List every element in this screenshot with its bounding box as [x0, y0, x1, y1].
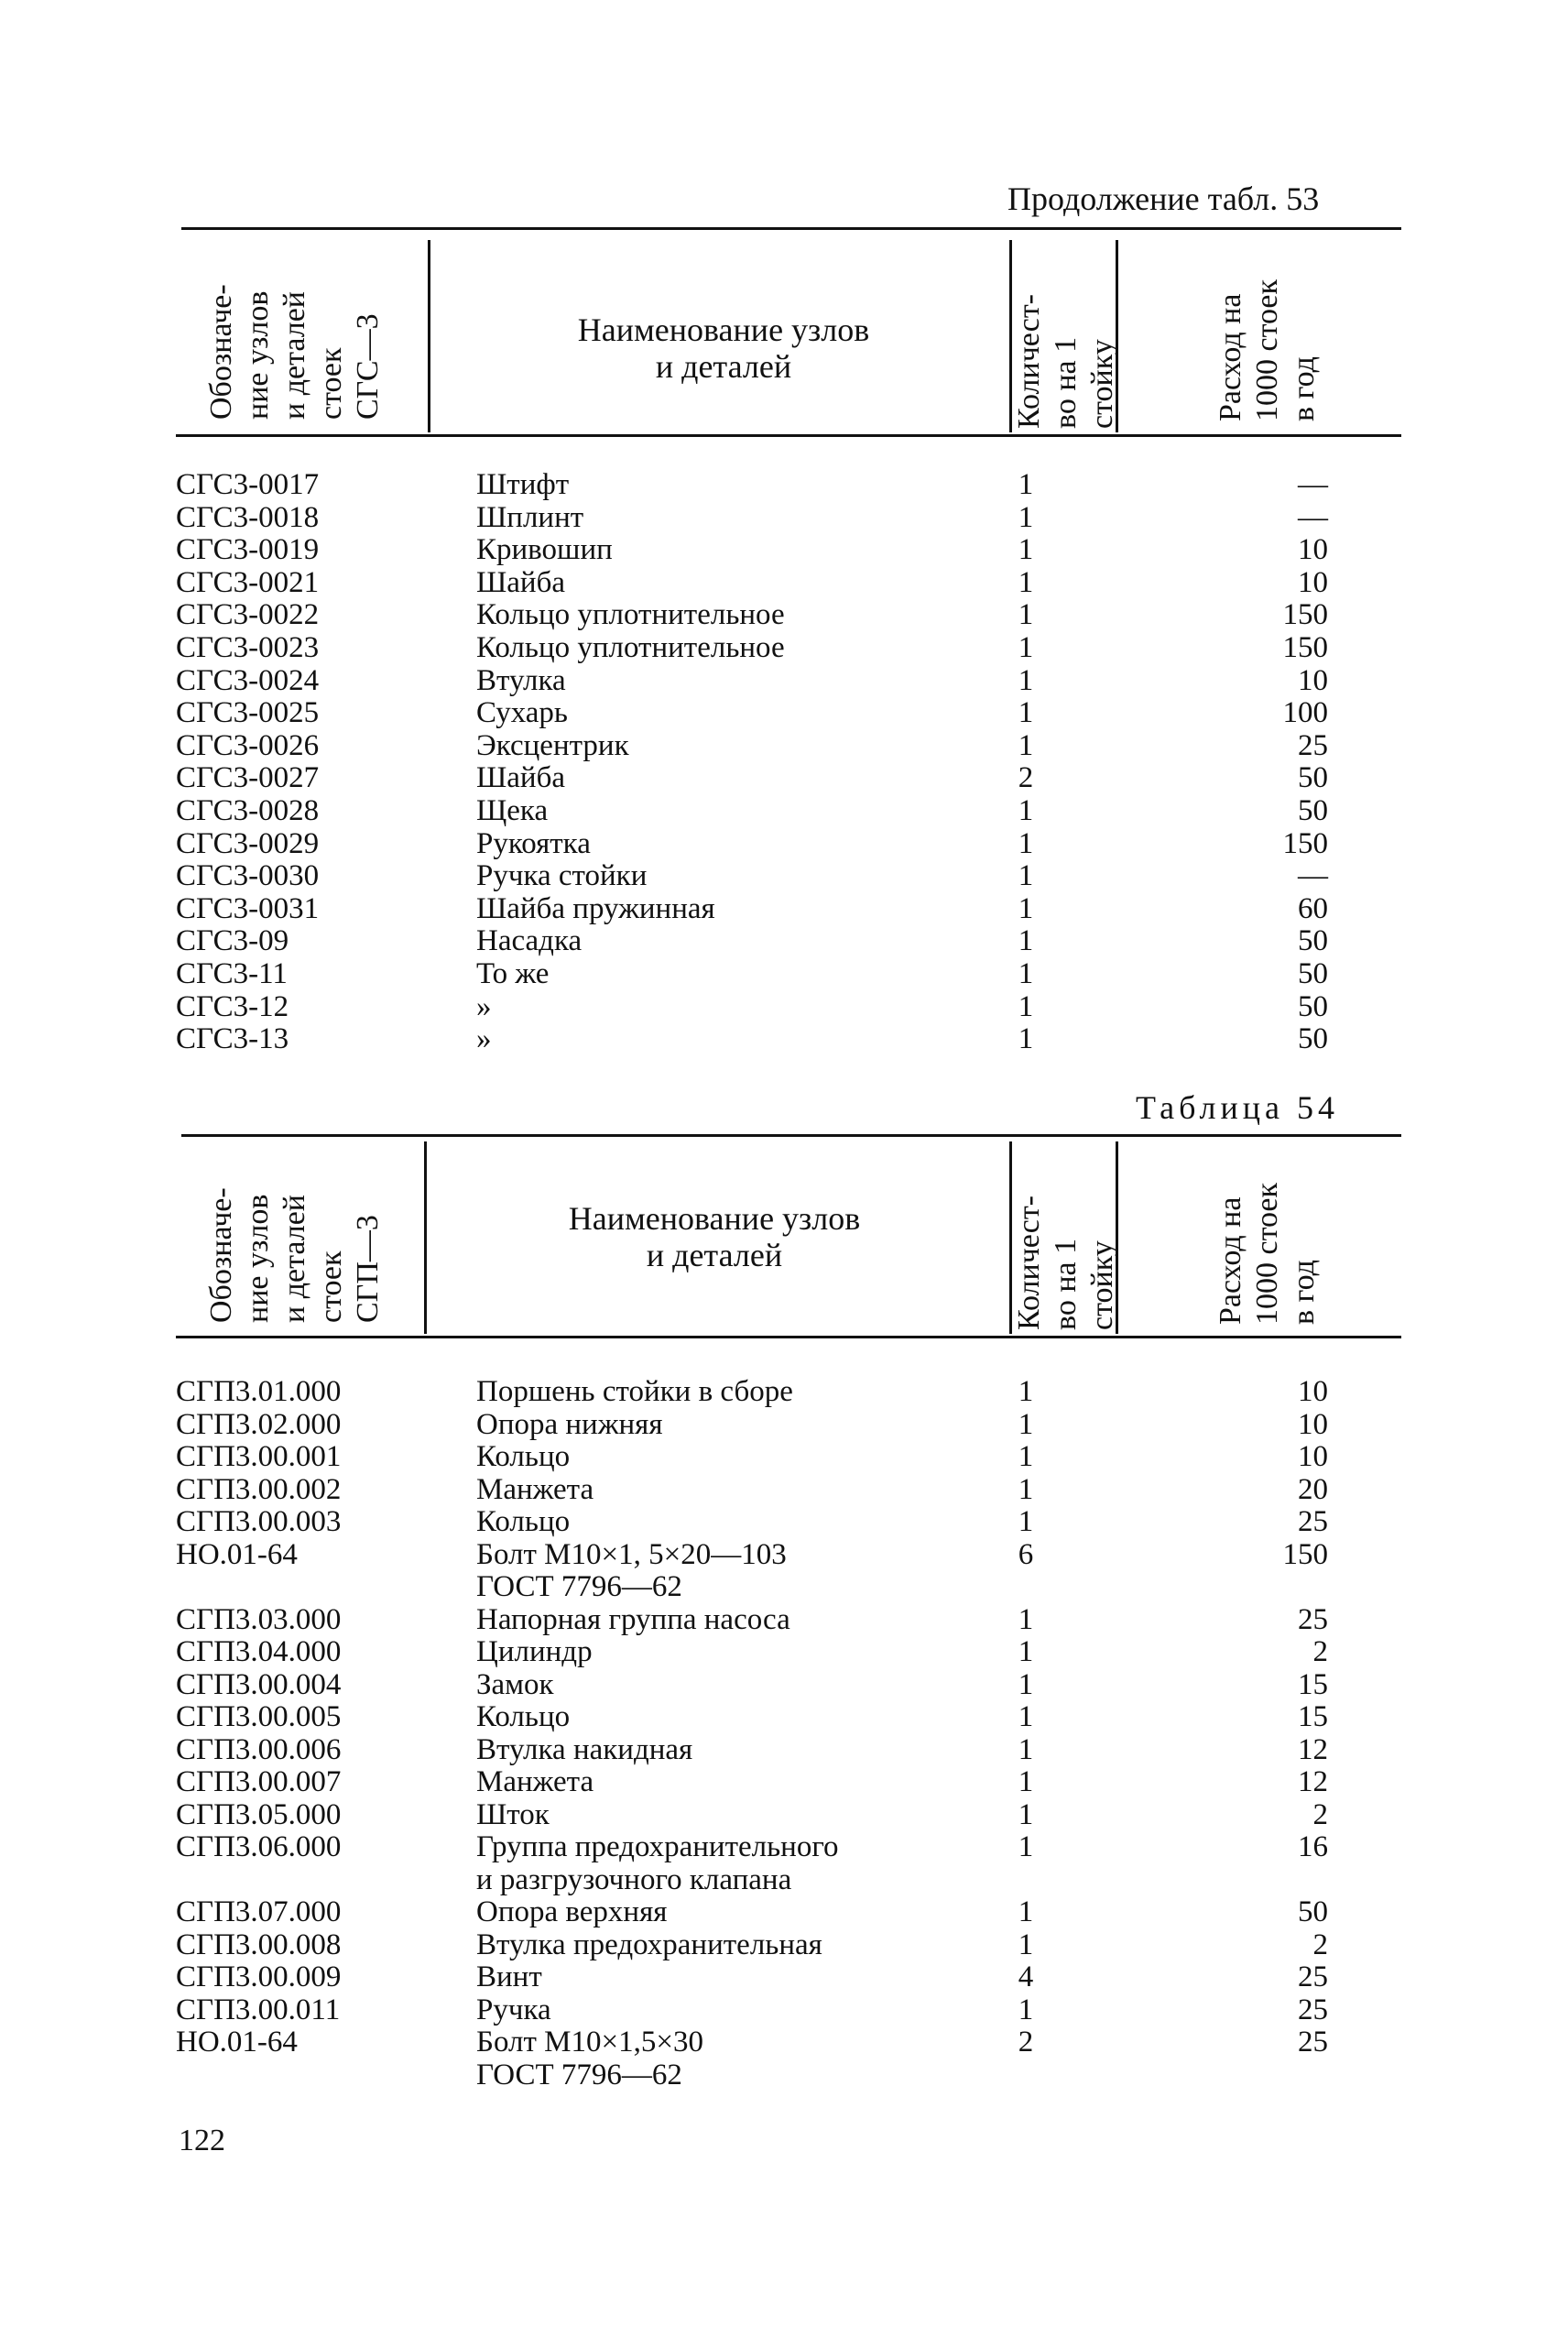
row-consumption: —	[1298, 859, 1328, 893]
row-consumption: 25	[1298, 1993, 1328, 2026]
table-row	[0, 1766, 1568, 1798]
table-row	[0, 925, 1568, 957]
table53-header-divider-1	[428, 240, 430, 432]
row-code: СГС3-12	[176, 989, 289, 1023]
table54-header-consumption: Расход на 1000 стоек в год	[1214, 1182, 1321, 1325]
row-quantity: 4	[1018, 1960, 1034, 1993]
row-consumption: 15	[1298, 1667, 1328, 1701]
row-consumption: 20	[1298, 1472, 1328, 1506]
row-consumption: 25	[1298, 1960, 1328, 1993]
table-row	[0, 1799, 1568, 1831]
row-name: Сухарь	[476, 696, 568, 730]
table-row	[0, 1636, 1568, 1668]
row-code: СГС3-0021	[176, 565, 320, 599]
table-row	[0, 1409, 1568, 1441]
row-consumption: 150	[1282, 1537, 1328, 1571]
table-row	[0, 1571, 1568, 1603]
row-code: СГП3.00.005	[176, 1700, 342, 1733]
row-quantity: 1	[1018, 1022, 1034, 1056]
row-name: »	[476, 1022, 492, 1056]
row-quantity: 1	[1018, 1407, 1034, 1441]
row-quantity: 1	[1018, 631, 1034, 664]
row-quantity: 1	[1018, 565, 1034, 599]
table-row	[0, 1376, 1568, 1408]
row-consumption: 60	[1298, 891, 1328, 925]
table-row	[0, 697, 1568, 729]
table53-header-consumption: Расход на 1000 стоек в год	[1214, 278, 1321, 421]
row-name: Ручка	[476, 1993, 551, 2026]
row-code: СГС3-0025	[176, 696, 320, 730]
table54-caption: Таблица 54	[1136, 1089, 1339, 1126]
row-consumption: 15	[1298, 1700, 1328, 1733]
row-consumption: 100	[1282, 696, 1328, 730]
row-quantity: 1	[1018, 989, 1034, 1023]
row-code: СГС3-11	[176, 957, 288, 990]
row-code: СГС3-0018	[176, 500, 320, 534]
row-name: Шток	[476, 1797, 550, 1831]
row-quantity: 2	[1018, 2026, 1034, 2058]
row-quantity: 1	[1018, 1830, 1034, 1863]
table-row	[0, 893, 1568, 925]
row-name: Шплинт	[476, 500, 584, 534]
row-quantity: 1	[1018, 728, 1034, 762]
row-consumption: 16	[1298, 1830, 1328, 1863]
row-code: НО.01-64	[176, 2026, 298, 2058]
row-quantity: 1	[1018, 1732, 1034, 1766]
row-name: Манжета	[476, 1765, 594, 1798]
row-quantity: 1	[1018, 1797, 1034, 1831]
table-row	[0, 1864, 1568, 1896]
row-consumption: 25	[1298, 728, 1328, 762]
row-code: СГС3-0026	[176, 728, 320, 762]
row-code: СГС3-0027	[176, 761, 320, 795]
table-row	[0, 958, 1568, 990]
row-consumption: 2	[1312, 1797, 1328, 1831]
page-number: 122	[179, 2124, 225, 2157]
row-quantity: 1	[1018, 826, 1034, 860]
row-quantity: 1	[1018, 1927, 1034, 1961]
table-row	[0, 730, 1568, 762]
table-row	[0, 1023, 1568, 1055]
row-quantity: 1	[1018, 1602, 1034, 1636]
row-name: Эксцентрик	[476, 728, 629, 762]
row-quantity: 1	[1018, 1895, 1034, 1928]
row-consumption: 50	[1298, 924, 1328, 958]
row-name: и разгрузочного клапана	[476, 1862, 792, 1896]
row-name: Поршень стойки в сборе	[476, 1375, 793, 1408]
row-name: Напорная группа насоса	[476, 1602, 790, 1636]
table-row	[0, 1669, 1568, 1701]
row-quantity: 6	[1018, 1537, 1034, 1571]
row-quantity: 1	[1018, 468, 1034, 501]
row-consumption: 10	[1298, 533, 1328, 567]
row-consumption: 12	[1298, 1765, 1328, 1798]
row-name: ГОСТ 7796—62	[476, 2058, 682, 2091]
row-quantity: 1	[1018, 1440, 1034, 1473]
row-consumption: 10	[1298, 1407, 1328, 1441]
row-consumption: 50	[1298, 1895, 1328, 1928]
row-consumption: —	[1298, 468, 1328, 501]
row-consumption: 150	[1282, 598, 1328, 632]
table54-header-divider-1	[424, 1141, 427, 1334]
table-row	[0, 762, 1568, 794]
row-code: СГП3.00.007	[176, 1765, 342, 1798]
row-quantity: 1	[1018, 1635, 1034, 1668]
row-quantity: 1	[1018, 1993, 1034, 2026]
table-row	[0, 1604, 1568, 1636]
table-row	[0, 2059, 1568, 2091]
row-consumption: 150	[1282, 826, 1328, 860]
row-code: СГП3.06.000	[176, 1830, 342, 1863]
table-row	[0, 599, 1568, 631]
row-consumption: 50	[1298, 989, 1328, 1023]
row-code: СГС3-0031	[176, 891, 320, 925]
row-quantity: 1	[1018, 598, 1034, 632]
row-code: СГП3.07.000	[176, 1895, 342, 1928]
row-code: СГС3-0024	[176, 663, 320, 697]
row-code: НО.01-64	[176, 1537, 298, 1571]
row-consumption: 12	[1298, 1732, 1328, 1766]
row-consumption: 2	[1312, 1635, 1328, 1668]
table-row	[0, 1994, 1568, 2026]
row-code: СГП3.00.006	[176, 1732, 342, 1766]
table53-caption: Продолжение табл. 53	[1007, 180, 1320, 217]
table53-header-name: Наименование узлов и деталей	[577, 311, 870, 385]
row-name: Кольцо	[476, 1700, 571, 1733]
row-consumption: 25	[1298, 1602, 1328, 1636]
table-row	[0, 1539, 1568, 1571]
table54-header-code: Обозначе- ние узлов и деталей стоек СГП—3	[204, 1187, 385, 1323]
row-name: Ручка стойки	[476, 859, 648, 893]
row-consumption: 150	[1282, 631, 1328, 664]
row-name: То же	[476, 957, 550, 990]
row-consumption: 50	[1298, 761, 1328, 795]
row-code: СГС3-0028	[176, 794, 320, 827]
row-quantity: 1	[1018, 794, 1034, 827]
row-name: Втулка	[476, 663, 566, 697]
row-code: СГП3.00.011	[176, 1993, 341, 2026]
row-consumption: 10	[1298, 1440, 1328, 1473]
row-consumption: 10	[1298, 565, 1328, 599]
table-row	[0, 2026, 1568, 2058]
row-name: Втулка предохранительная	[476, 1927, 822, 1961]
table-row	[0, 1441, 1568, 1473]
row-quantity: 1	[1018, 1505, 1034, 1538]
row-name: Кривошип	[476, 533, 613, 567]
row-name: Щека	[476, 794, 549, 827]
row-code: СГП3.00.002	[176, 1472, 342, 1506]
table-row	[0, 860, 1568, 892]
row-name: Винт	[476, 1960, 542, 1993]
table53-header-qty: Количест- во на 1 стойку	[1012, 293, 1119, 429]
table-row	[0, 567, 1568, 599]
row-quantity: 1	[1018, 891, 1034, 925]
table-row	[0, 632, 1568, 664]
table-row	[0, 1734, 1568, 1766]
row-name: »	[476, 989, 492, 1023]
row-quantity: 1	[1018, 1765, 1034, 1798]
row-quantity: 1	[1018, 1667, 1034, 1701]
row-consumption: 25	[1298, 2026, 1328, 2058]
row-code: СГП3.00.009	[176, 1960, 342, 1993]
table53-header-code: Обозначе- ние узлов и деталей стоек СГС—3	[204, 284, 385, 420]
row-consumption: 2	[1312, 1927, 1328, 1961]
row-name: Болт М10×1, 5×20—103	[476, 1537, 787, 1571]
row-name: Насадка	[476, 924, 583, 958]
row-code: СГП3.00.004	[176, 1667, 342, 1701]
row-name: Опора верхняя	[476, 1895, 668, 1928]
table53-header-rule	[176, 434, 1401, 437]
row-quantity: 1	[1018, 1472, 1034, 1506]
row-code: СГС3-09	[176, 924, 289, 958]
table-row	[0, 828, 1568, 860]
row-quantity: 1	[1018, 1375, 1034, 1408]
table-row	[0, 1831, 1568, 1863]
row-quantity: 1	[1018, 859, 1034, 893]
table-row	[0, 1929, 1568, 1961]
row-name: Опора нижняя	[476, 1407, 663, 1441]
row-consumption: 10	[1298, 1375, 1328, 1408]
row-name: Группа предохранительного	[476, 1830, 839, 1863]
table-row	[0, 1701, 1568, 1733]
row-name: ГОСТ 7796—62	[476, 1570, 682, 1603]
table-row	[0, 534, 1568, 566]
row-name: Замок	[476, 1667, 554, 1701]
row-name: Болт М10×1,5×30	[476, 2026, 703, 2058]
row-consumption: 50	[1298, 957, 1328, 990]
row-code: СГП3.03.000	[176, 1602, 342, 1636]
row-code: СГС3-0022	[176, 598, 320, 632]
row-name: Рукоятка	[476, 826, 591, 860]
table-row	[0, 795, 1568, 827]
row-consumption: 50	[1298, 1022, 1328, 1056]
row-code: СГС3-13	[176, 1022, 289, 1056]
row-consumption: —	[1298, 500, 1328, 534]
table-row	[0, 1896, 1568, 1928]
table-row	[0, 1506, 1568, 1538]
row-quantity: 2	[1018, 761, 1034, 795]
row-code: СГС3-0017	[176, 468, 320, 501]
row-name: Кольцо уплотнительное	[476, 631, 785, 664]
row-consumption: 25	[1298, 1505, 1328, 1538]
table-row	[0, 1961, 1568, 1993]
row-code: СГП3.05.000	[176, 1797, 342, 1831]
row-name: Манжета	[476, 1472, 594, 1506]
table-row	[0, 665, 1568, 697]
table-row	[0, 1474, 1568, 1506]
table54-header-name: Наименование узлов и деталей	[568, 1200, 861, 1273]
row-code: СГП3.01.000	[176, 1375, 342, 1408]
row-name: Шайба	[476, 565, 566, 599]
table-row	[0, 991, 1568, 1023]
row-quantity: 1	[1018, 1700, 1034, 1733]
row-name: Цилиндр	[476, 1635, 593, 1668]
table-row	[0, 469, 1568, 501]
row-consumption: 50	[1298, 794, 1328, 827]
table-row	[0, 502, 1568, 534]
table54-top-rule	[181, 1134, 1401, 1137]
row-quantity: 1	[1018, 924, 1034, 958]
row-quantity: 1	[1018, 500, 1034, 534]
row-code: СГС3-0029	[176, 826, 320, 860]
row-quantity: 1	[1018, 696, 1034, 730]
row-quantity: 1	[1018, 533, 1034, 567]
row-code: СГП3.00.008	[176, 1927, 342, 1961]
row-quantity: 1	[1018, 957, 1034, 990]
row-consumption: 10	[1298, 663, 1328, 697]
row-code: СГС3-0019	[176, 533, 320, 567]
row-name: Кольцо	[476, 1505, 571, 1538]
row-code: СГП3.00.003	[176, 1505, 342, 1538]
row-code: СГС3-0023	[176, 631, 320, 664]
row-code: СГП3.02.000	[176, 1407, 342, 1441]
row-code: СГП3.00.001	[176, 1440, 342, 1473]
table53-top-rule	[181, 227, 1401, 230]
row-code: СГП3.04.000	[176, 1635, 342, 1668]
row-quantity: 1	[1018, 663, 1034, 697]
row-name: Шайба	[476, 761, 566, 795]
row-name: Штифт	[476, 468, 570, 501]
row-name: Кольцо уплотнительное	[476, 598, 785, 632]
table54-header-qty: Количест- во на 1 стойку	[1012, 1195, 1119, 1330]
table54-header-rule	[176, 1336, 1401, 1338]
row-name: Шайба пружинная	[476, 891, 715, 925]
row-name: Втулка накидная	[476, 1732, 693, 1766]
row-code: СГС3-0030	[176, 859, 320, 893]
row-name: Кольцо	[476, 1440, 571, 1473]
